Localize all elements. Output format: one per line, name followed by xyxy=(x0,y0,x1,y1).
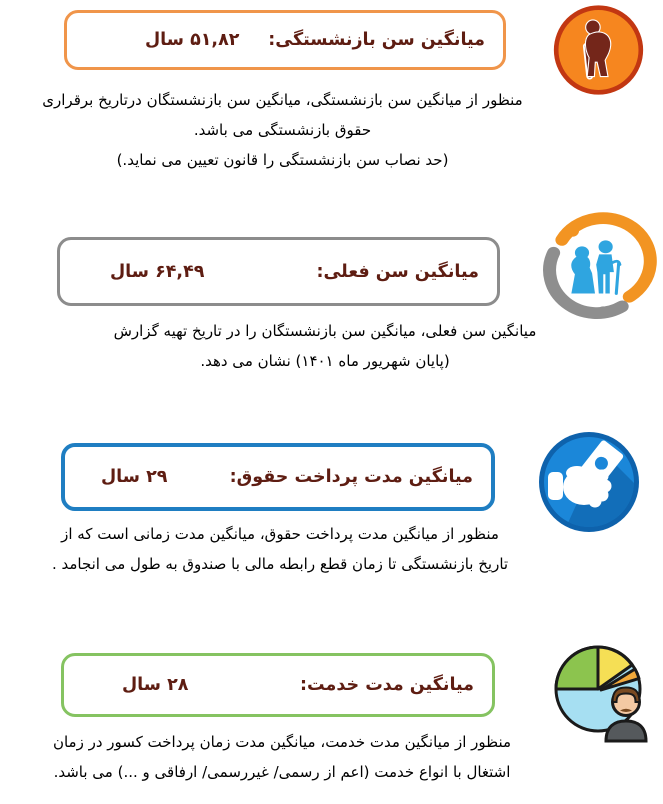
description-line: منظور از میانگین سن بازنشستگی، میانگین سن بازنشستگان درتاریخ برقراری xyxy=(42,91,523,109)
elderly-person-with-cane-icon xyxy=(552,3,645,97)
stat-box-current-age xyxy=(57,237,500,306)
stat-value: ۶۴,۴۹ سال xyxy=(110,261,205,282)
stat-description xyxy=(20,519,540,579)
description-line: (حد نصاب سن بازنشستگی را قانون تعیین می نماید.) xyxy=(116,151,449,169)
stat-description xyxy=(65,316,585,376)
stat-title: میانگین مدت پرداخت حقوق: xyxy=(229,467,473,487)
stat-description xyxy=(22,727,542,787)
stat-title: میانگین مدت خدمت: xyxy=(300,675,474,695)
description-line: منظور از میانگین مدت خدمت، میانگین مدت زمان پرداخت کسور در زمان xyxy=(52,733,512,751)
stat-value: ۵۱,۸۲ سال xyxy=(145,30,240,50)
description-line: منظور از میانگین مدت پرداخت حقوق، میانگین مدت زمانی است که از xyxy=(61,525,499,543)
stat-box-service-duration xyxy=(61,653,495,717)
description-line: اشتغال با انواع خدمت (اعم از رسمی/ غیررسمی/ ارفاقی و ...) می باشد. xyxy=(53,763,511,781)
hand-holding-money-icon xyxy=(537,430,641,534)
stat-box-retirement-age xyxy=(64,10,506,70)
description-line: (پایان شهریور ماه ۱۴۰۱) نشان می دهد. xyxy=(200,352,450,370)
caring-hands-elderly-couple-icon xyxy=(530,212,660,330)
pie-chart-person-icon xyxy=(549,635,661,753)
stat-title: میانگین سن فعلی: xyxy=(316,261,479,282)
description-line: تاریخ بازنشستگی تا زمان قطع رابطه مالی با صندوق به طول می انجامد . xyxy=(51,555,509,573)
description-line: حقوق بازنشستگی می باشد. xyxy=(193,121,372,139)
stat-value: ۲۹ سال xyxy=(101,467,168,487)
description-line: میانگین سن فعلی، میانگین سن بازنشستگان را در تاریخ تهیه گزارش xyxy=(113,322,537,340)
stat-box-payment-duration xyxy=(61,443,495,511)
stat-title: میانگین سن بازنشستگی: xyxy=(268,30,485,50)
stat-value: ۲۸ سال xyxy=(122,675,189,695)
stat-description xyxy=(20,85,545,175)
